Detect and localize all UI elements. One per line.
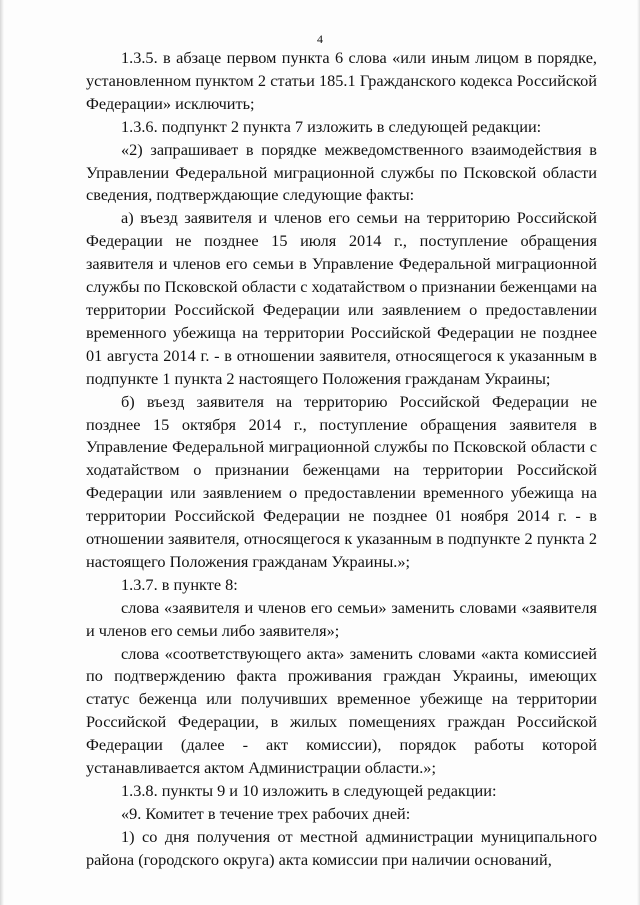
paragraph-replace-words-2: слова «соответствующего акта» заменить словами «акта комиссией по подтверждению факта проживания граждан Украины, имеющих статус беженца или получивших временное убежище на территории Российской Федерации, в жилых помещениях граждан Российской Федерации (далее - акт комиссии), порядок работы которой устанавливается актом Администрации области.»; xyxy=(86,643,597,778)
paragraph-1-3-7: 1.3.7. в пункте 8: xyxy=(121,574,238,594)
scan-edge-left xyxy=(0,0,4,905)
paragraph-1-3-8: 1.3.8. пункты 9 и 10 изложить в следующей редакции: xyxy=(121,781,497,800)
paragraph-1-3-5: 1.3.5. в абзаце первом пункта 6 слова «или иным лицом в порядке, установленном пунктом 2 статьи 185.1 Гражданского кодекса Российской Федерации» исключить; xyxy=(86,48,597,113)
paragraph-subpoint-a: а) въезд заявителя и членов его семьи на территорию Российской Федерации не позднее 15 июля 2014 г., поступление обращения заявителя и членов его семьи в Управление Федеральной миграционной службы по Псковской области с ходатайством о признании беженцами на территории Российской Федерации или заявлением о предоставлении временного убежища на территории Российской Федерации не позднее 01 августа 2014 г. - в отношении заявителя, относящегося к указанным в подпункте 1 пункта 2 настоящего Положения гражданам Украины; xyxy=(86,208,597,388)
page-number: 4 xyxy=(317,32,323,46)
paragraph-point-9-1: 1) со дня получения от местной администрации муниципального района (городского округа) акта комиссии при наличии оснований, xyxy=(86,826,597,869)
paragraph-subpoint-b: б) въезд заявителя на территорию Российской Федерации не позднее 15 октября 2014 г., поступление обращения заявителя в Управление Федеральной миграционной службы по Псковской области с ходатайством о признании беженцами на территории Российской Федерации или заявлением о предоставлении временного убежища на территории Российской Федерации не позднее 01 ноября 2014 г. - в отношении заявителя, относящегося к указанным в подпункте 2 пункта 2 настоящего Положения гражданам Украины.»; xyxy=(86,391,597,571)
paragraph-point-9: «9. Комитет в течение трех рабочих дней: xyxy=(121,803,411,823)
paragraph-subpoint-2: «2) запрашивает в порядке межведомственного взаимодействия в Управлении Федеральной миграционной службы по Псковской области сведения, подтверждающие следующие факты: xyxy=(86,139,597,205)
paragraph-1-3-6: 1.3.6. подпункт 2 пункта 7 изложить в следующей редакции: xyxy=(121,116,542,136)
document-body xyxy=(86,47,597,872)
paragraph-replace-words-1: слова «заявителя и членов его семьи» заменить словами «заявителя и членов его семьи либо заявителя»; xyxy=(86,597,597,640)
